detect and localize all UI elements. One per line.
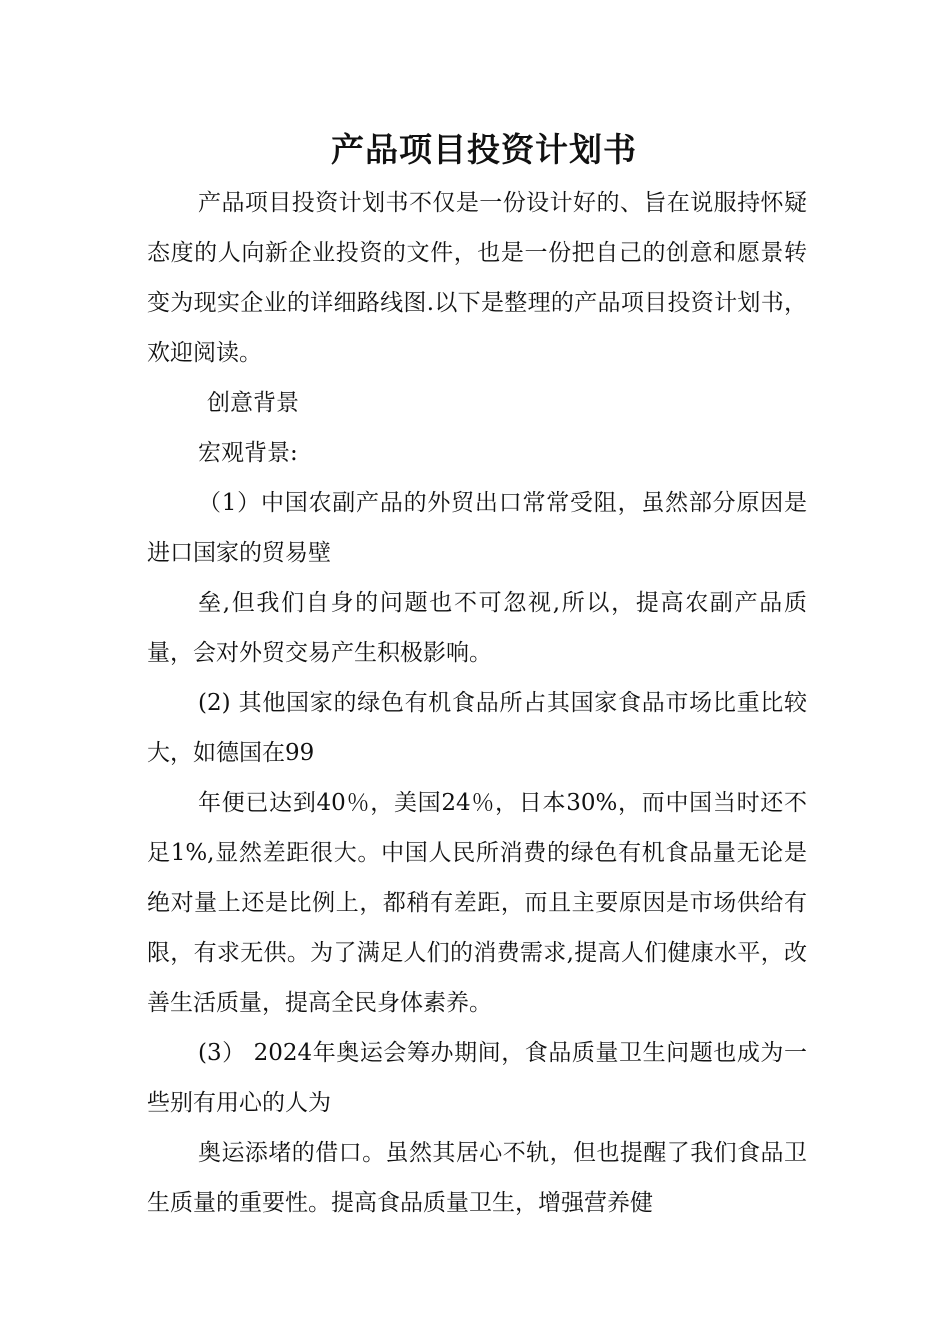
- paragraph-point-3: (3） 2024年奥运会筹办期间，食品质量卫生问题也成为一些别有用心的人为: [147, 1040, 807, 1116]
- paragraph-point-1-continued: 垒,但我们自身的问题也不可忽视,所以，提高农副产品质量，会对外贸交易产生积极影响。: [147, 590, 807, 666]
- section-heading-creative-background: 创意背景: [207, 390, 299, 416]
- paragraph-point-3-continued: 奥运添堵的借口。虽然其居心不轨，但也提醒了我们食品卫生质量的重要性。提高食品质量卫生，增强营养健: [147, 1140, 807, 1216]
- subheading-macro-background: 宏观背景:: [198, 440, 298, 466]
- document-title: 产品项目投资计划书: [331, 130, 637, 169]
- paragraph-point-2-continued: 年便已达到40％，美国24％，日本30%，而中国当时还不足1%,显然差距很大。中国人民所消费的绿色有机食品量无论是绝对量上还是比例上，都稍有差距，而且主要原因是市场供给有限，有求无供。为了满足人们的消费需求,提高人们健康水平，改善生活质量，提高全民身体素养。: [147, 790, 807, 1016]
- paragraph-intro: 产品项目投资计划书不仅是一份设计好的、旨在说服持怀疑态度的人向新企业投资的文件，也是一份把自己的创意和愿景转变为现实企业的详细路线图.以下是整理的产品项目投资计划书，欢迎阅读。: [147, 190, 807, 366]
- paragraph-point-2: (2) 其他国家的绿色有机食品所占其国家食品市场比重比较大，如德国在99: [147, 690, 807, 766]
- paragraph-point-1: （1）中国农副产品的外贸出口常常受阻，虽然部分原因是进口国家的贸易壁: [147, 490, 807, 566]
- document-body: [147, 178, 807, 1228]
